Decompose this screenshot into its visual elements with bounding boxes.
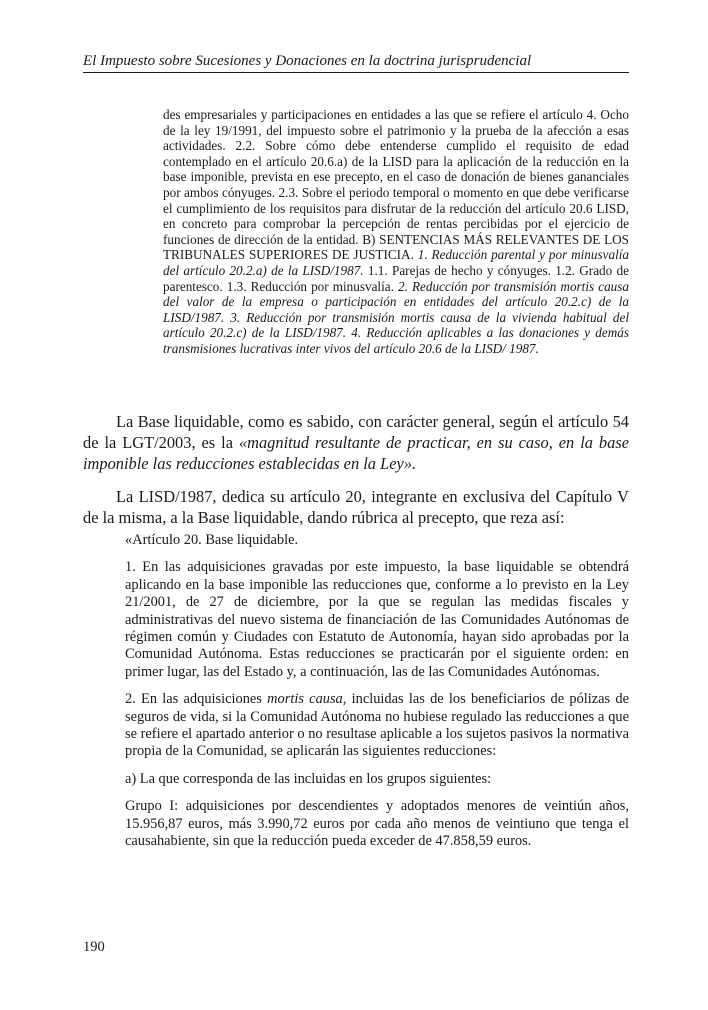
body-paragraph-1 xyxy=(83,411,629,475)
quote-paragraph-2-end: , incluidas las de los beneficiarios de pólizas de seguros de vida, si la Comunidad Autónoma no hubiese regulado las reducciones a que se refiere el apartado anterior o no resultase aplicable a los sujetos pasivos la normativa propia de la Comunidad, se aplicarán las siguientes reducciones: xyxy=(125,691,629,760)
summary-text-2: 1.1. Parejas de hecho y cónyuges. 1.2. Grado de parentesco. 1.3. Reducción por minusvalía. xyxy=(163,262,629,294)
quote-title: «Artículo 20. Base liquidable. xyxy=(125,532,299,548)
summary-italic-1: 1. Reducción parental y por minusvalía del artículo 20.2.a) de la LISD/1987. xyxy=(163,247,629,278)
running-title: El Impuesto sobre Sucesiones y Donaciones en la doctrina jurisprudencial xyxy=(83,53,532,69)
body-text xyxy=(83,411,629,539)
statute-quote xyxy=(125,532,629,861)
body-paragraph-2: La LISD/1987, dedica su artículo 20, integrante en exclusiva del Capítulo V de la misma, a la Base liquidable, dando rúbrica al precepto, que reza así: xyxy=(83,486,629,527)
quote-paragraph-2-start: 2. En las adquisiciones xyxy=(125,691,268,708)
summary-text: des empresariales y participaciones en entidades a las que se refiere el artículo 4. Ocho de la ley 19/1991, del impuesto sobre el patrimonio y la prueba de la afección a esas actividades. 2.2. Sobre cómo debe entenderse cumplido el requisito de edad contemplado en el artículo 20.6.a) de la LISD para la aplicación de la reducción en la base imponible, prevista en ese precepto, en el caso de donación de bienes gananciales por ambos cónyuges. 2.3. Sobre el periodo temporal o momento en que debe verificarse el cumplimiento de los requisitos para disfrutar de la reducción del artículo 20.6 LISD, en concreto para comprobar la percepción de rentas percibidas por el ejercicio de funciones de dirección de la entidad. B) SENTENCIAS MÁS RELEVANTES DE LOS TRIBUNALES SUPERIORES DE JUSTICIA. xyxy=(163,107,629,263)
page-number: 190 xyxy=(83,939,105,955)
summary-paragraph xyxy=(163,107,629,357)
chapter-summary xyxy=(163,107,629,357)
body-paragraph-1-quote: «magnitud resultante de practicar, en su caso, en la base imponible las reducciones establecidas en la Ley». xyxy=(83,433,629,474)
body-paragraph-1-text: La Base liquidable, como es sabido, con carácter general, según el artículo 54 de la LGT/2003, es la xyxy=(83,412,629,453)
quote-paragraph-1: 1. En las adquisiciones gravadas por este impuesto, la base liquidable se obtendrá aplicando en la base imponible las reducciones que, conforme a lo previsto en la Ley 21/2001, de 27 de diciembre, por la que se regulan las medidas fiscales y administrativas del nuevo sistema de financiación de las Comunidades Autónomas de régimen común y Ciudades con Estatuto de Autonomía, hayan sido aprobadas por la Comunidad Autónoma. Estas reducciones se practicarán por el siguiente orden: en primer lugar, las del Estado y, a continuación, las de las Comunidades Autónomas. xyxy=(125,559,629,680)
quote-paragraph-3: a) La que corresponda de las incluidas en los grupos siguientes: xyxy=(125,770,492,787)
quote-paragraph-2-italic: mortis causa xyxy=(267,691,343,708)
quote-paragraph-4: Grupo I: adquisiciones por descendientes y adoptados menores de veintiún años, 15.956,87 euros, más 3.990,72 euros por cada año menos de veintiuno que tenga el causahabiente, sin que la reducción pueda exceder de 47.858,59 euros. xyxy=(125,798,629,850)
quote-paragraph-2 xyxy=(125,691,629,761)
summary-italic-2: 2. Reducción por transmisión mortis causa del valor de la empresa o participación en entidades del artículo 20.2.c) de la LISD/1987. 3. Reducción por transmisión mortis causa de la vivienda habitual del artículo 20.2.c) de la LISD/1987. 4. Reducción aplicables a las donaciones y demás transmisiones lucrativas inter vivos del artículo 20.6 de la LISD/ 1987. xyxy=(163,278,629,356)
running-header xyxy=(83,52,629,73)
